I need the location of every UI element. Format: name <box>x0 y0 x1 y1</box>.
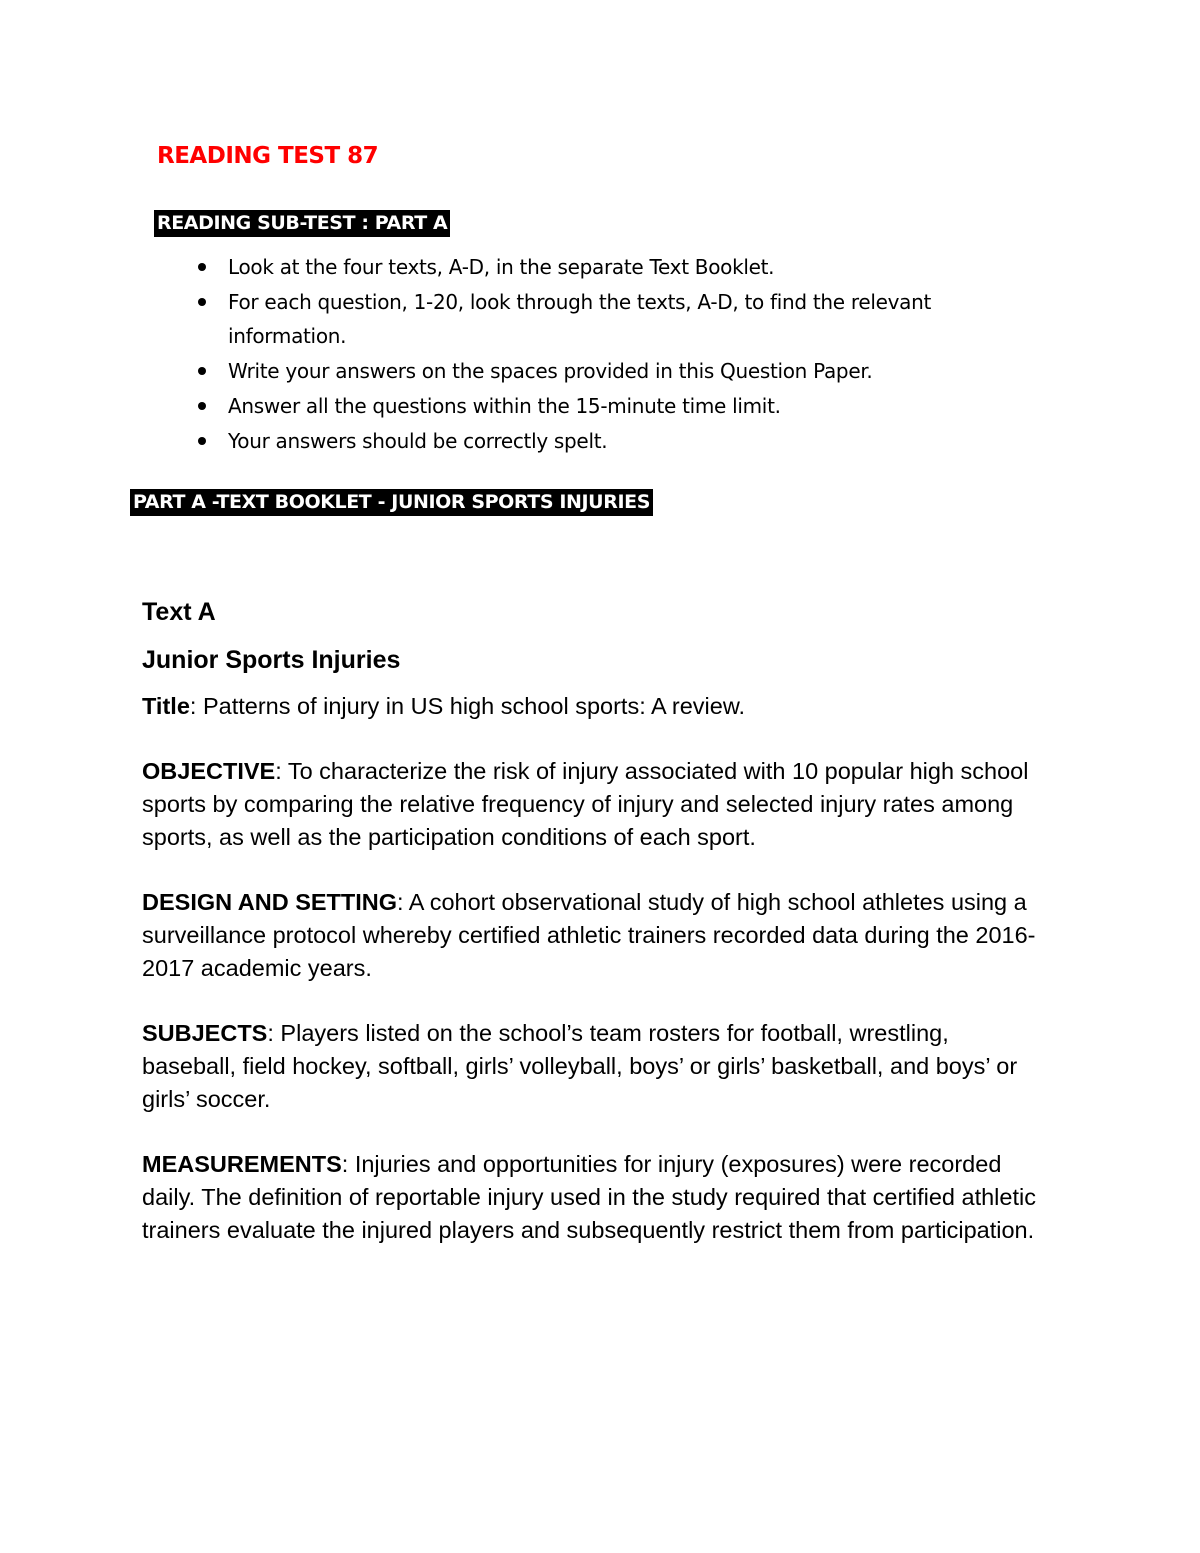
list-item <box>190 424 1050 458</box>
sub-test-heading: READING SUB-TEST : PART A <box>154 210 450 237</box>
section-key: MEASUREMENTS <box>142 1151 342 1177</box>
page-title: READING TEST 87 <box>157 143 379 169</box>
bullet-icon <box>198 437 206 445</box>
list-item <box>190 354 1050 388</box>
measurements-paragraph <box>142 1148 1042 1247</box>
list-item <box>190 285 1050 353</box>
section-key: SUBJECTS <box>142 1020 268 1046</box>
booklet-heading: PART A -TEXT BOOKLET - JUNIOR SPORTS INJURIES <box>130 489 653 516</box>
instruction-text: Answer all the questions within the 15-minute time limit. <box>228 394 781 418</box>
bullet-icon <box>198 263 206 271</box>
section-body: : Injuries and opportunities for injury (exposures) were recorded daily. The definition of reportable injury used in the study required that certified athletic trainers evaluate the injured players and subsequently restrict them from participation. <box>142 1151 1036 1243</box>
text-subtitle: Junior Sports Injuries <box>142 646 401 674</box>
text-a-section <box>142 592 1042 1247</box>
section-body: : A cohort observational study of high school athletes using a surveillance protocol whereby certified athletic trainers recorded data during the 2016-2017 academic years. <box>142 889 1036 981</box>
title-paragraph <box>142 690 1042 723</box>
instruction-text: Write your answers on the spaces provided in this Question Paper. <box>228 359 873 383</box>
instruction-text: Your answers should be correctly spelt. <box>228 429 608 453</box>
section-body: : Patterns of injury in US high school sports: A review. <box>189 693 746 719</box>
section-key: DESIGN AND SETTING <box>142 889 398 915</box>
list-item <box>190 250 1050 284</box>
subjects-paragraph <box>142 1017 1042 1116</box>
section-body: : To characterize the risk of injury associated with 10 popular high school sports by comparing the relative frequency of injury and selected injury rates among sports, as well as the participation conditions of each sport. <box>142 758 1029 850</box>
instructions-list <box>190 250 1050 459</box>
instruction-text: For each question, 1-20, look through the texts, A-D, to find the relevant information. <box>228 290 931 348</box>
bullet-icon <box>198 402 206 410</box>
bullet-icon <box>198 367 206 375</box>
objective-paragraph <box>142 755 1042 854</box>
bullet-icon <box>198 298 206 306</box>
text-label: Text A <box>142 598 216 626</box>
section-key: Title <box>142 693 190 719</box>
design-setting-paragraph <box>142 886 1042 985</box>
instruction-text: Look at the four texts, A-D, in the separate Text Booklet. <box>228 255 775 279</box>
list-item <box>190 389 1050 423</box>
section-key: OBJECTIVE <box>142 758 276 784</box>
section-body: : Players listed on the school’s team rosters for football, wrestling, baseball, field hockey, softball, girls’ volleyball, boys’ or girls’ basketball, and boys’ or girls’ soccer. <box>142 1020 1018 1112</box>
